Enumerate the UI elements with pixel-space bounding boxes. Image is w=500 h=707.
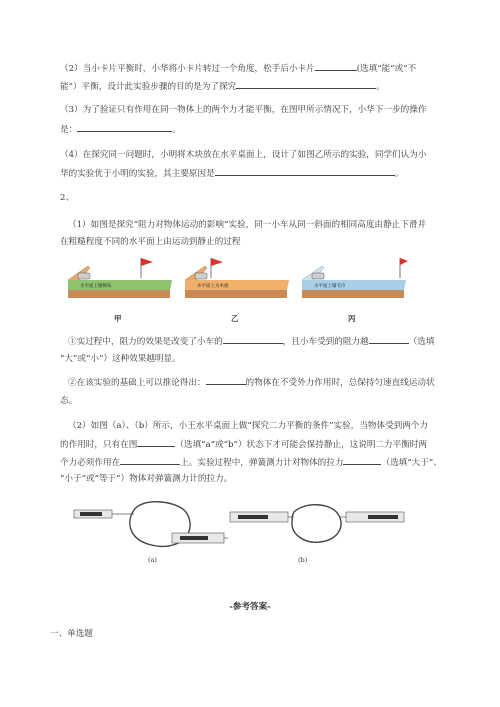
p2-line4	[60, 473, 232, 485]
answer-blank[interactable]	[120, 456, 180, 465]
p2-text-3a: 个力必须作用在	[60, 458, 121, 468]
figure-b-label: (b)	[298, 556, 308, 564]
ramp-caption: 乙	[231, 314, 239, 323]
answer-blank[interactable]	[315, 62, 357, 71]
answer-blank[interactable]	[236, 80, 376, 89]
p2-line3	[60, 456, 442, 469]
answer-blank[interactable]	[206, 376, 246, 385]
p2-text-4: “小于”或“等于”）物体对弹簧测力计的拉力。	[60, 474, 233, 484]
spring-scale-diagram	[72, 500, 422, 566]
s2-line2	[60, 395, 77, 407]
s1-text-2: “大”或“小”）这种效果越明显。	[60, 354, 181, 364]
q2-line1	[60, 62, 416, 75]
question-number	[60, 192, 74, 204]
surface-label: 水平面上铺毛巾	[314, 284, 346, 289]
ramp-figure-jia	[66, 256, 174, 326]
q2-text-2b: 。	[376, 82, 385, 92]
s1-text-c: （选填	[408, 337, 435, 347]
p1-text: （1）如图是探究“阻力对物体运动的影响”实验，同一小车从同一斜面的相同高度由静止下滑并	[68, 220, 427, 230]
p1-line1	[68, 219, 426, 231]
q2-line2	[60, 80, 385, 93]
q2-text-b: (选填“能”或“不	[356, 64, 417, 74]
p2-line1	[68, 420, 428, 432]
p2-line2	[60, 438, 427, 451]
s2-text-a: ②在该实验的基础上可以推论得出：	[68, 378, 206, 388]
ramp-caption: 丙	[348, 314, 356, 323]
s1-text-b: ，且小车受到的阻力越	[282, 337, 369, 347]
question-number-text: 2、	[60, 193, 75, 203]
q3-text-2b: 。	[172, 125, 181, 135]
figure-a-label: (a)	[148, 556, 157, 564]
p1-line2	[60, 236, 240, 248]
s1-line2	[60, 353, 181, 365]
p2-text-3b: 上。实验过程中，弹簧测力计对物体的拉力	[180, 458, 344, 468]
q4-text-2a: 华的实验优于小明的实验，其主要原因是	[60, 169, 215, 179]
ramp-diagram	[183, 256, 291, 310]
ramp-diagram	[66, 256, 174, 310]
q3-text: （3）为了验证只有作用在同一物体上的两个力才能平衡，在图甲所示情况下，小华下一步的操作	[60, 105, 427, 115]
s2-line1	[68, 376, 435, 389]
ramp-figure-bing	[300, 256, 408, 326]
answer-blank[interactable]	[215, 167, 395, 176]
q4-line2	[60, 167, 403, 180]
p2-text-2b: （选填“a”或“b”）状态下才可能会保持静止，这说明二力平衡时两	[175, 440, 427, 450]
ramp-figure-yi	[183, 256, 291, 326]
p1-text-2: 在粗糙程度不同的水平面上由运动到静止的过程	[60, 237, 241, 247]
answer-blank[interactable]	[77, 123, 172, 132]
q3-line2	[60, 123, 181, 136]
p2-text-3c: （选填“大于”、	[381, 458, 442, 468]
q3-text-2a: 是：	[60, 125, 78, 135]
answer-blank[interactable]	[369, 335, 409, 344]
s1-text-a: ①实过程中，阻力的效果是改变了小车的	[68, 337, 223, 347]
answer-blank[interactable]	[137, 438, 175, 447]
surface-label: 水平面上铺棉布	[80, 284, 112, 289]
q2-text-2a: 能”）平衡，设计此实验步骤的目的是为了探究	[60, 82, 237, 92]
ramp-caption: 甲	[114, 314, 122, 323]
q4-line1	[60, 149, 426, 161]
s2-text-b: 的物体在不受外力作用时，总保持匀速直线运动状	[245, 378, 435, 388]
s1-line1	[68, 335, 434, 348]
p2-text: （2）如图（a）、（b）所示，小王水平桌面上做“探究二力平衡的条件”实验，当物体受到两个力	[68, 421, 429, 431]
answers-title: -参考答案-	[229, 602, 271, 612]
q4-text: （4）在探究同一问题时，小明将木块放在水平桌面上，设计了如图乙所示的实验，同学们认为小	[60, 150, 427, 160]
answer-blank[interactable]	[343, 456, 381, 465]
p2-text-2a: 的作用时，只有在图	[60, 440, 138, 450]
ramp-diagram	[300, 256, 408, 310]
surface-label: 水平面上为木板	[197, 284, 229, 289]
q3-line1	[60, 104, 426, 116]
q2-text: （2）当小卡片平衡时，小华将小卡片转过一个角度，松手后小卡片	[60, 64, 315, 74]
figure-b	[230, 505, 404, 564]
answer-blank[interactable]	[223, 335, 283, 344]
section-heading: 一、单选题	[50, 629, 93, 639]
s2-text-2: 态。	[60, 396, 78, 406]
q4-text-2b: 。	[394, 169, 404, 179]
figure-a	[74, 502, 228, 564]
spring-scale-figure	[72, 500, 422, 566]
